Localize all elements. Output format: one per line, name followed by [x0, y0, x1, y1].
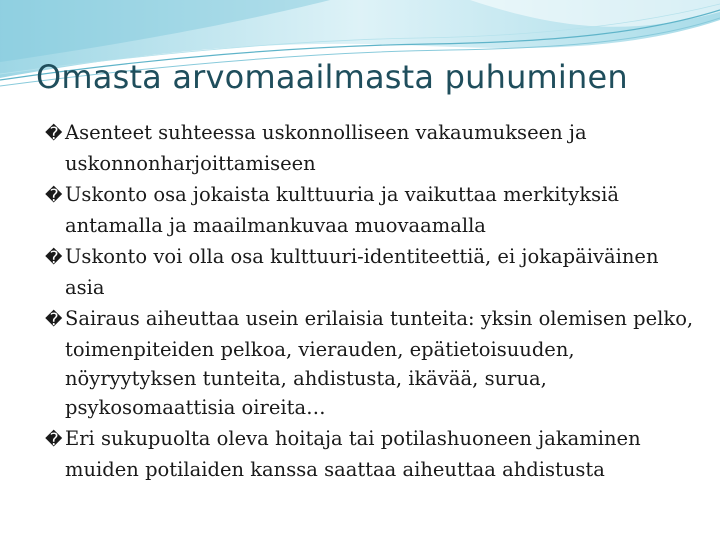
bullet-icon: �	[45, 186, 63, 206]
page-title: Omasta arvomaailmasta puhuminen	[36, 58, 628, 96]
bullet-text: Eri sukupuolta oleva hoitaja tai potilashuoneen jakaminen muiden potilaiden kanssa saattaa aiheuttaa ahdistusta	[65, 427, 641, 481]
list-item	[45, 304, 695, 422]
bullet-icon: �	[45, 430, 63, 450]
bullet-icon: �	[45, 310, 63, 330]
bullet-icon: �	[45, 248, 63, 268]
list-item	[45, 424, 695, 484]
bullet-text: Uskonto osa jokaista kulttuuria ja vaikuttaa merkityksiä antamalla ja maailmankuvaa muovaamalla	[65, 183, 620, 237]
list-item	[45, 118, 695, 178]
list-item	[45, 180, 695, 240]
bullet-text: Uskonto voi olla osa kulttuuri-identiteettiä, ei jokapäiväinen asia	[65, 245, 659, 299]
bullet-icon: �	[45, 124, 63, 144]
list-item	[45, 242, 695, 302]
bullet-text: Asenteet suhteessa uskonnolliseen vakaumukseen ja uskonnonharjoittamiseen	[65, 121, 587, 175]
bullet-list	[45, 118, 695, 486]
bullet-text: Sairaus aiheuttaa usein erilaisia tunteita: yksin olemisen pelko, toimenpiteiden pelkoa, vierauden, epätietoisuuden, nöyryytyksen tunteita, ahdistusta, ikävää, surua, psykosomaattisia oireita…	[65, 307, 694, 419]
